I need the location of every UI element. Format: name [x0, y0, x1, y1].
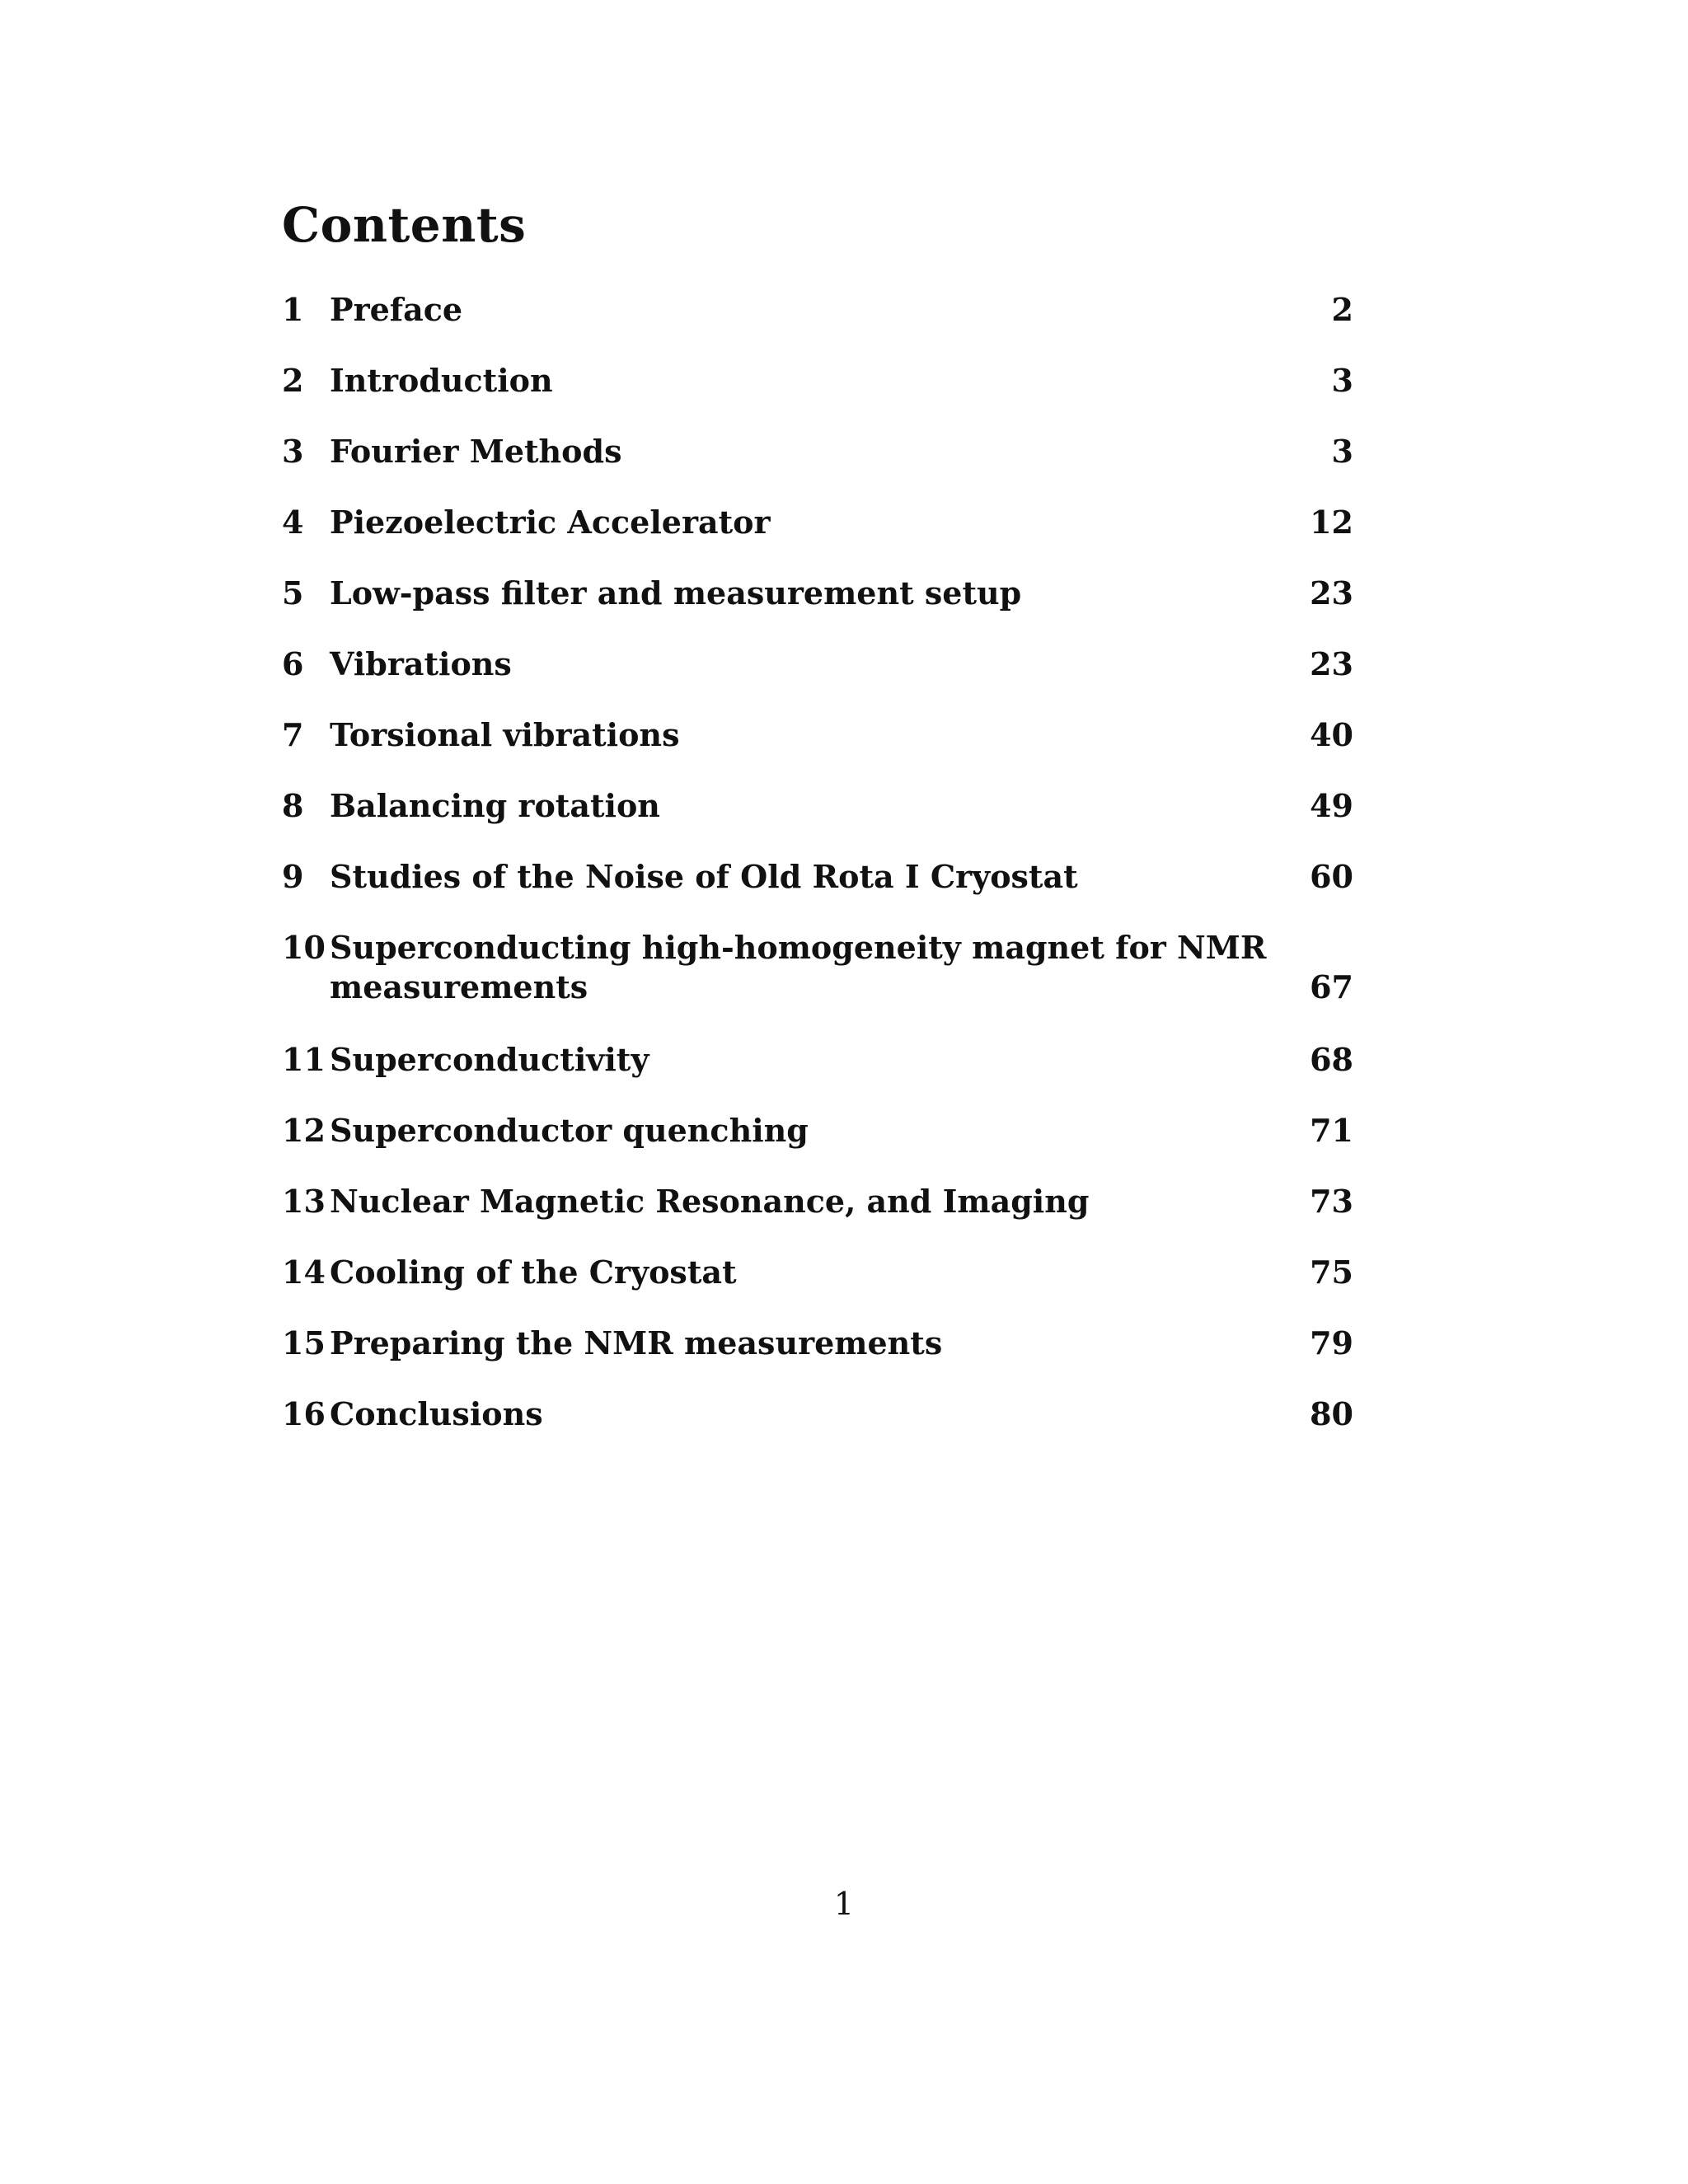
toc-entry-title[interactable]: Balancing rotation	[330, 787, 660, 824]
toc-entry-number: 7	[282, 716, 304, 753]
toc-entry-number: 2	[282, 362, 304, 399]
toc-entry-title[interactable]: Low-pass filter and measurement setup	[330, 574, 1022, 612]
toc-entry-page: 2	[1331, 291, 1353, 328]
toc-entry-number: 9	[282, 858, 304, 895]
toc-entry-number: 3	[282, 433, 304, 470]
toc-entry-number: 1	[282, 291, 304, 328]
toc-entry-number: 16	[282, 1395, 326, 1432]
toc-entry-page: 73	[1310, 1183, 1353, 1220]
toc-entry-page: 67	[1310, 968, 1353, 1005]
toc-entry-title[interactable]: Cooling of the Cryostat	[330, 1254, 737, 1291]
toc-entry-page: 23	[1310, 574, 1353, 612]
toc-entry-number: 11	[282, 1041, 326, 1078]
toc-entry-title[interactable]: Conclusions	[330, 1395, 543, 1432]
toc-entry-page: 12	[1310, 504, 1353, 541]
toc-entry-title[interactable]: Preface	[330, 291, 463, 328]
toc-entry-number: 14	[282, 1254, 326, 1291]
toc-entry-page: 79	[1310, 1324, 1353, 1361]
page-title: Contents	[282, 197, 527, 253]
toc-entry-page: 49	[1310, 787, 1353, 824]
toc-entry-page: 3	[1331, 362, 1353, 399]
toc-entry-page: 60	[1310, 858, 1353, 895]
toc-entry-title[interactable]: Fourier Methods	[330, 433, 622, 470]
toc-entry-number: 5	[282, 574, 304, 612]
toc-entry-page: 23	[1310, 645, 1353, 682]
toc-entry-title[interactable]: Torsional vibrations	[330, 716, 680, 753]
toc-entry-title[interactable]: Vibrations	[330, 645, 512, 682]
toc-entry-title[interactable]: Superconducting high-homogeneity magnet for NMR measurements	[330, 929, 1267, 1005]
toc-entry-title[interactable]: Superconductor quenching	[330, 1112, 809, 1149]
toc-entry-number: 10	[282, 929, 326, 966]
toc-entry-page: 75	[1310, 1254, 1353, 1291]
toc-entry-number: 13	[282, 1183, 326, 1220]
toc-entry-number: 12	[282, 1112, 326, 1149]
toc-entry-number: 8	[282, 787, 304, 824]
toc-entry-title[interactable]: Superconductivity	[330, 1041, 649, 1078]
toc-entry-title[interactable]: Studies of the Noise of Old Rota I Cryostat	[330, 858, 1078, 895]
toc-entry-page: 3	[1331, 433, 1353, 470]
toc-entry-page: 40	[1310, 716, 1353, 753]
toc-entry-title[interactable]: Nuclear Magnetic Resonance, and Imaging	[330, 1183, 1090, 1220]
toc-entry-page: 68	[1310, 1041, 1353, 1078]
toc-entry-number: 4	[282, 504, 304, 541]
toc-entry-page: 80	[1310, 1395, 1353, 1432]
page-number: 1	[833, 1886, 855, 1922]
toc-entry-number: 6	[282, 645, 304, 682]
toc-entry-number: 15	[282, 1324, 326, 1361]
toc-entry-title[interactable]: Piezoelectric Accelerator	[330, 504, 771, 541]
toc-entry-title[interactable]: Introduction	[330, 362, 553, 399]
toc-entry-page: 71	[1310, 1112, 1353, 1149]
toc-entry-title[interactable]: Preparing the NMR measurements	[330, 1324, 943, 1361]
